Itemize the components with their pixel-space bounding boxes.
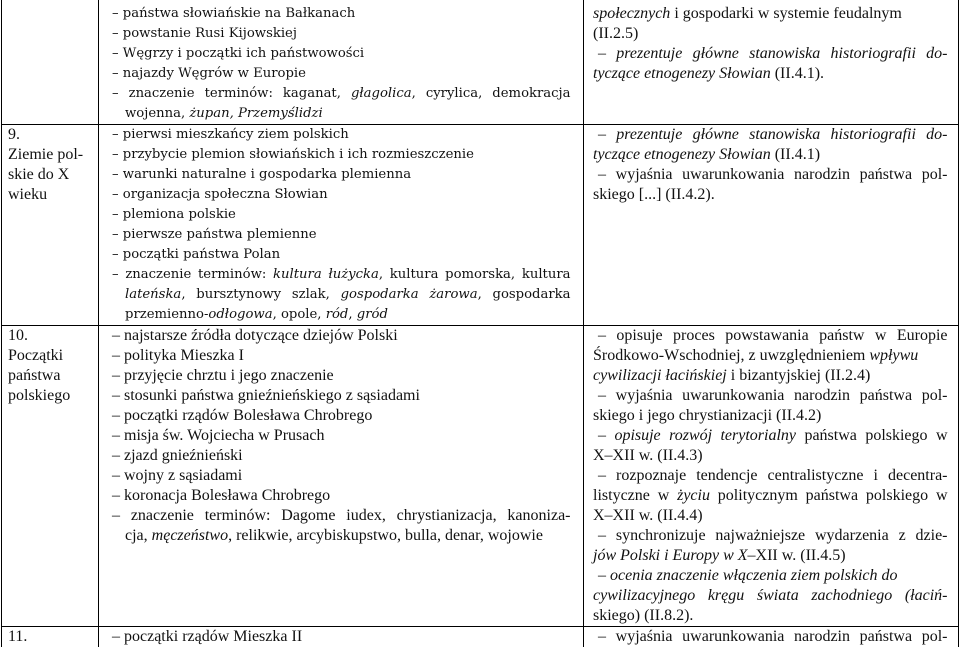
text-segment: – pierwsze państwa plemienne [112, 227, 317, 242]
text-segment: – przyjęcie chrztu i jego znaczenie [112, 367, 334, 384]
text-segment: – synchronizuje najważniejsze wydarzenia z dzie- [598, 527, 948, 544]
italic-text: ród [325, 307, 349, 322]
list-item [112, 205, 571, 225]
text-segment: XII w. (II.4.5) [755, 547, 846, 564]
text-segment: – [598, 427, 615, 444]
text-segment: politycznym państwa polskiego w [709, 487, 948, 504]
list-item [112, 185, 571, 205]
line-text [593, 367, 870, 384]
text-line [112, 145, 571, 165]
text-line [112, 125, 571, 145]
line-text [112, 487, 330, 504]
text-segment: , opole, [272, 307, 326, 322]
topic-line [8, 185, 94, 205]
requirements-cell [583, 627, 959, 647]
text-line [593, 366, 948, 386]
text-segment: – plemiona polskie [112, 207, 236, 222]
line-text [593, 65, 824, 82]
line-text [112, 46, 364, 61]
list-item [112, 406, 571, 426]
text-segment: listyczne w [593, 487, 678, 504]
topic-line [8, 386, 94, 406]
italic-text: tyczące etnogenezy Słowian [593, 146, 771, 163]
line-text [112, 447, 243, 464]
text-line [593, 64, 948, 84]
italic-text: opisuje rozwój terytorialny [614, 427, 797, 444]
curriculum-table [1, 0, 959, 647]
italic-text: wpływu [869, 347, 919, 364]
italic-text: kultura łużycka [273, 267, 379, 282]
topic-text: polskiego [8, 387, 71, 404]
text-line [112, 386, 571, 406]
line-text [593, 186, 715, 203]
list-item [593, 386, 948, 426]
text-line [593, 326, 948, 346]
italic-text: cywilizacyjnego kręgu świata zachodniego (łaciń- [593, 587, 948, 604]
text-segment: – pierwsi mieszkańcy ziem polskich [112, 127, 349, 142]
list-item [112, 346, 571, 366]
line-text [593, 5, 902, 22]
topic-cell [1, 627, 98, 647]
topic-line [8, 125, 94, 145]
list-item [112, 44, 571, 64]
text-segment: – misja św. Wojciecha w Prusach [112, 427, 325, 444]
list-item [593, 426, 948, 466]
requirements-cell [583, 125, 959, 325]
list-item [112, 64, 571, 84]
text-line [112, 205, 571, 225]
text-line [112, 326, 571, 346]
table-row [1, 626, 959, 647]
text-segment: – znaczenie terminów: kaganat, [112, 86, 351, 101]
text-segment: – wyjaśnia uwarunkowania narodzin państwa pol- [598, 387, 948, 404]
list-item [112, 165, 571, 185]
text-line [112, 466, 571, 486]
italic-text: gród [356, 307, 388, 322]
text-segment: – organizacja społeczna Słowian [112, 187, 328, 202]
list-item [112, 84, 571, 124]
text-line [112, 265, 571, 285]
text-line [112, 446, 571, 466]
line-text [112, 167, 411, 182]
text-segment: – zjazd gnieźnieński [112, 447, 243, 464]
text-segment: państwa polskiego w [796, 427, 948, 444]
text-segment: – najstarsze źródła dotyczące dziejów Polski [112, 327, 398, 344]
text-segment: – przybycie plemion słowiańskich i ich rozmieszczenie [112, 147, 474, 162]
line-text [598, 527, 948, 544]
list-item [112, 366, 571, 386]
text-line [112, 4, 571, 24]
text-line [112, 486, 571, 506]
text-segment: – początki państwa Polan [112, 247, 281, 262]
text-line [112, 366, 571, 386]
topic-text: państwa [8, 367, 61, 384]
content-cell [98, 326, 583, 626]
text-segment: – znaczenie terminów: Dagome iudex, chrystianizacja, kanoniza- [112, 507, 571, 524]
table-row [1, 0, 959, 124]
italic-text: życiu [677, 487, 710, 504]
text-line [593, 346, 948, 366]
text-segment: wojenna, [125, 106, 190, 121]
line-text [112, 427, 324, 444]
list-item [112, 245, 571, 265]
text-line [593, 165, 948, 185]
line-text [112, 187, 328, 202]
line-text [593, 407, 821, 424]
text-segment: – znaczenie terminów: [112, 267, 274, 282]
topic-line [8, 165, 94, 185]
content-cell [98, 627, 583, 647]
text-line [593, 506, 948, 526]
line-text [593, 25, 638, 42]
text-segment: – państwa słowiańskie na Bałkanach [112, 6, 356, 21]
list-item [112, 225, 571, 245]
text-segment: skiego [...] (II.4.2). [593, 186, 715, 203]
line-text [598, 327, 948, 344]
italic-text: głagolica [350, 86, 412, 101]
topic-line [8, 346, 94, 366]
line-text [112, 86, 571, 101]
text-segment: skiego) (II.8.2). [593, 607, 694, 624]
list-item [112, 265, 571, 325]
line-text [593, 507, 703, 524]
line-text [598, 628, 948, 645]
italic-text: prezentuje główne stanowiska historiografii do- [616, 126, 948, 143]
text-segment: , gospodarka [477, 287, 571, 302]
line-text [125, 287, 571, 302]
line-text [598, 427, 948, 444]
text-line [593, 185, 948, 205]
text-segment: przemienno- [125, 307, 209, 322]
text-line [593, 145, 948, 165]
topic-cell [1, 125, 98, 325]
text-segment: – koronacja Bolesława Chrobrego [112, 487, 331, 504]
text-line [112, 406, 571, 426]
text-segment: i gospodarki w systemie feudalnym [670, 5, 902, 22]
text-segment: (II.4.1) [770, 146, 821, 163]
line-text [598, 387, 948, 404]
text-segment: , cyrylica, demokracja [411, 86, 571, 101]
text-segment: – [598, 567, 610, 584]
list-item [593, 125, 948, 165]
list-item [112, 486, 571, 506]
text-line [593, 546, 948, 566]
line-text [112, 26, 297, 41]
text-line [112, 185, 571, 205]
requirements-cell [583, 326, 959, 626]
text-line [112, 165, 571, 185]
text-segment: , kultura pomorska, kultura [378, 267, 571, 282]
topic-cell [1, 326, 98, 626]
topic-line [8, 326, 94, 346]
text-segment: (II.2.5) [593, 25, 639, 42]
italic-text: społecznych [593, 5, 671, 22]
italic-text: męczeństwo [151, 527, 229, 544]
text-segment: – wyjaśnia uwarunkowania narodzin państwa pol- [598, 628, 948, 645]
italic-text: cywilizacji łacińskiej [593, 367, 727, 384]
list-item [112, 4, 571, 24]
list-item [112, 326, 571, 346]
line-text [125, 106, 323, 121]
line-text [112, 628, 302, 645]
text-line [593, 426, 948, 446]
line-text [593, 487, 948, 504]
text-line [112, 627, 571, 647]
topic-text: Początki [8, 347, 64, 364]
line-text [112, 347, 244, 364]
table-row [1, 124, 959, 325]
text-line [593, 24, 948, 44]
text-segment: – początki rządów Mieszka II [112, 628, 303, 645]
line-text [593, 447, 703, 464]
italic-text: gospodarka żarowa [340, 287, 478, 302]
line-text [112, 227, 317, 242]
text-line [593, 446, 948, 466]
text-segment: cja, [125, 527, 152, 544]
list-item [112, 446, 571, 466]
line-text [112, 387, 420, 404]
list-item [593, 566, 948, 626]
line-text [112, 147, 474, 162]
text-line [593, 606, 948, 626]
text-line [593, 44, 948, 64]
line-text [593, 607, 693, 624]
list-item [112, 145, 571, 165]
text-line [593, 627, 948, 647]
list-item [112, 466, 571, 486]
text-line [593, 125, 948, 145]
line-text [593, 587, 948, 604]
line-text [112, 247, 280, 262]
text-segment: – polityka Mieszka I [112, 347, 244, 364]
text-line [112, 225, 571, 245]
list-item [593, 165, 948, 205]
line-text [112, 507, 571, 524]
text-line [112, 64, 571, 84]
list-item [112, 426, 571, 446]
topic-text: wieku [8, 186, 48, 203]
text-line [125, 104, 571, 124]
text-segment: Środkowo-Wschodniej, z uwzględnieniem [593, 347, 870, 364]
topic-cell [1, 0, 98, 124]
text-line [112, 506, 571, 526]
line-text [112, 327, 398, 344]
content-cell [98, 0, 583, 124]
italic-text: jów Polski i Europy w X– [593, 547, 756, 564]
text-line [112, 245, 571, 265]
text-line [593, 4, 948, 24]
topic-text: skie do X [8, 166, 70, 183]
text-segment: , bursztynowy szlak, [181, 287, 341, 302]
text-line [593, 466, 948, 486]
text-segment: (II.4.1). [770, 65, 825, 82]
line-text [593, 347, 918, 364]
line-text [112, 407, 372, 424]
list-item [593, 627, 948, 647]
text-segment: – rozpoznaje tendencje centralistyczne i decentra- [598, 467, 948, 484]
topic-line [8, 627, 94, 647]
line-text [112, 267, 571, 282]
topic-text: 9. [8, 126, 20, 143]
text-line [112, 426, 571, 446]
text-segment: i bizantyjskiej (II.2.4) [726, 367, 871, 384]
italic-text: tyczące etnogenezy Słowian [593, 65, 771, 82]
list-item [593, 466, 948, 526]
text-segment: X–XII w. (II.4.3) [593, 447, 703, 464]
line-text [598, 467, 948, 484]
text-line [593, 566, 948, 586]
text-segment: , [348, 307, 357, 322]
list-item [112, 24, 571, 44]
text-segment: – wojny z sąsiadami [112, 467, 243, 484]
line-text [125, 527, 543, 544]
requirements-cell [583, 0, 959, 124]
line-text [112, 207, 236, 222]
italic-text: ocenia znaczenie włączenia ziem polskich do [610, 567, 898, 584]
list-item [112, 506, 571, 546]
table-row [1, 325, 959, 626]
topic-text: 10. [8, 327, 28, 344]
text-line [593, 386, 948, 406]
topic-line [8, 145, 94, 165]
line-text [125, 307, 388, 322]
line-text [112, 467, 242, 484]
text-segment: – wyjaśnia uwarunkowania narodzin państwa pol- [598, 166, 948, 183]
list-item [593, 4, 948, 44]
list-item [593, 326, 948, 386]
line-text [593, 547, 846, 564]
text-segment: – Węgrzy i początki ich państwowości [112, 46, 365, 61]
text-line [125, 526, 571, 546]
line-text [598, 567, 898, 584]
text-segment: – opisuje proces powstawania państw w Europie [598, 327, 948, 344]
list-item [593, 44, 948, 84]
italic-text: prezentuje główne stanowiska historiografii do- [616, 45, 948, 62]
text-line [125, 285, 571, 305]
text-segment: – początki rządów Bolesława Chrobrego [112, 407, 373, 424]
text-line [112, 84, 571, 104]
text-segment: – stosunki państwa gnieźnieńskiego z sąsiadami [112, 387, 420, 404]
line-text [598, 45, 948, 62]
text-line [593, 526, 948, 546]
list-item [593, 526, 948, 566]
text-segment: , relikwie, arcybiskupstwo, bulla, denar, wojowie [228, 527, 543, 544]
line-text [112, 66, 306, 81]
text-line [125, 305, 571, 325]
text-segment: – [598, 126, 617, 143]
italic-text: żupan, Przemyślidzi [189, 106, 323, 121]
line-text [112, 127, 349, 142]
text-segment: – warunki naturalne i gospodarka plemienna [112, 167, 412, 182]
line-text [593, 146, 820, 163]
list-item [112, 386, 571, 406]
line-text [598, 166, 948, 183]
topic-text: Ziemie pol- [8, 146, 84, 163]
text-line [593, 586, 948, 606]
content-cell [98, 125, 583, 325]
line-text [598, 126, 948, 143]
text-segment: skiego i jego chrystianizacji (II.4.2) [593, 407, 822, 424]
text-segment: – [598, 45, 617, 62]
text-line [593, 406, 948, 426]
text-segment: – powstanie Rusi Kijowskiej [112, 26, 297, 41]
text-line [112, 24, 571, 44]
topic-text: 11. [8, 628, 28, 645]
text-line [112, 346, 571, 366]
text-segment: X–XII w. (II.4.4) [593, 507, 703, 524]
italic-text: lateńska [125, 287, 182, 302]
line-text [112, 6, 355, 21]
text-line [593, 486, 948, 506]
list-item [112, 125, 571, 145]
topic-line [8, 366, 94, 386]
text-segment: – najazdy Węgrów w Europie [112, 66, 306, 81]
list-item [112, 627, 571, 647]
italic-text: odłogowa [208, 307, 273, 322]
text-line [112, 44, 571, 64]
line-text [112, 367, 334, 384]
